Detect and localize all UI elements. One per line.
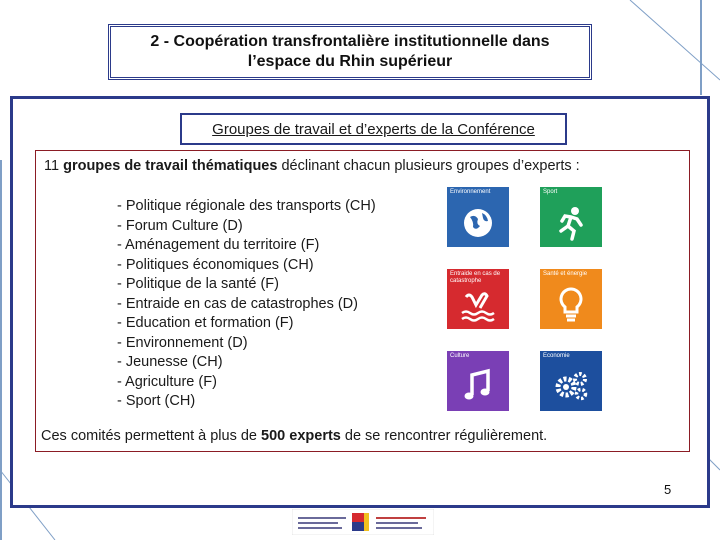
list-item: - Jeunesse (CH) <box>117 354 223 370</box>
intro-text <box>44 158 580 174</box>
list-item: - Entraide en cas de catastrophes (D) <box>117 295 358 312</box>
lightbulb-icon <box>551 283 591 323</box>
rescue-icon <box>458 283 498 323</box>
outro-number: 500 <box>261 428 286 444</box>
groups-list <box>117 197 376 412</box>
list-item: - Environnement (D) <box>117 334 248 351</box>
list-item: - Politique régionale des transports (CH) <box>117 198 376 214</box>
tile-label: Culture <box>450 353 470 359</box>
intro-bold: groupes de travail thématiques <box>63 158 278 174</box>
outro-post: de se rencontrer régulièrement. <box>340 428 548 444</box>
page-number: 5 <box>664 482 672 497</box>
title-line-1: 2 - Coopération transfrontalière institutionnelle dans <box>150 33 550 50</box>
list-item: - Aménagement du territoire (F) <box>117 237 320 253</box>
tile-label: Environnement <box>450 189 491 195</box>
intro-rest: déclinant chacun plusieurs groupes d’experts : <box>277 158 580 174</box>
gears-icon <box>551 365 591 405</box>
music-icon <box>458 365 498 405</box>
outro-text <box>41 428 547 444</box>
page-title <box>108 24 592 80</box>
tile-environnement <box>447 187 509 247</box>
list-item: - Agriculture (F) <box>117 373 217 390</box>
tile-culture <box>447 351 509 411</box>
list-item: - Education et formation (F) <box>117 315 294 331</box>
outro-pre: Ces comités permettent à plus de <box>41 428 262 444</box>
list-item: - Sport (CH) <box>117 393 196 409</box>
globe-icon <box>458 201 498 241</box>
tile-entraide <box>447 269 509 329</box>
intro-count: 11 <box>44 158 60 174</box>
tile-economie <box>540 351 602 411</box>
tile-label: Entraide en cas de catastrophe <box>450 271 501 284</box>
list-item: - Politiques économiques (CH) <box>117 256 314 273</box>
tile-sante-energie <box>540 269 602 329</box>
section-subtitle <box>180 113 567 145</box>
content-box <box>35 150 690 452</box>
tile-sport <box>540 187 602 247</box>
subtitle-text: Groupes de travail et d’experts de la Conférence <box>212 120 535 138</box>
tile-label: Sport <box>543 189 558 195</box>
list-item: - Forum Culture (D) <box>117 217 243 234</box>
tile-label: Economie <box>543 353 570 359</box>
tile-label: Santé et énergie <box>543 271 588 277</box>
footer-logo <box>292 509 434 535</box>
list-item: - Politique de la santé (F) <box>117 276 279 292</box>
outro-bold: experts <box>285 428 341 444</box>
title-line-2: l’espace du Rhin supérieur <box>247 53 453 70</box>
running-icon <box>551 201 591 241</box>
